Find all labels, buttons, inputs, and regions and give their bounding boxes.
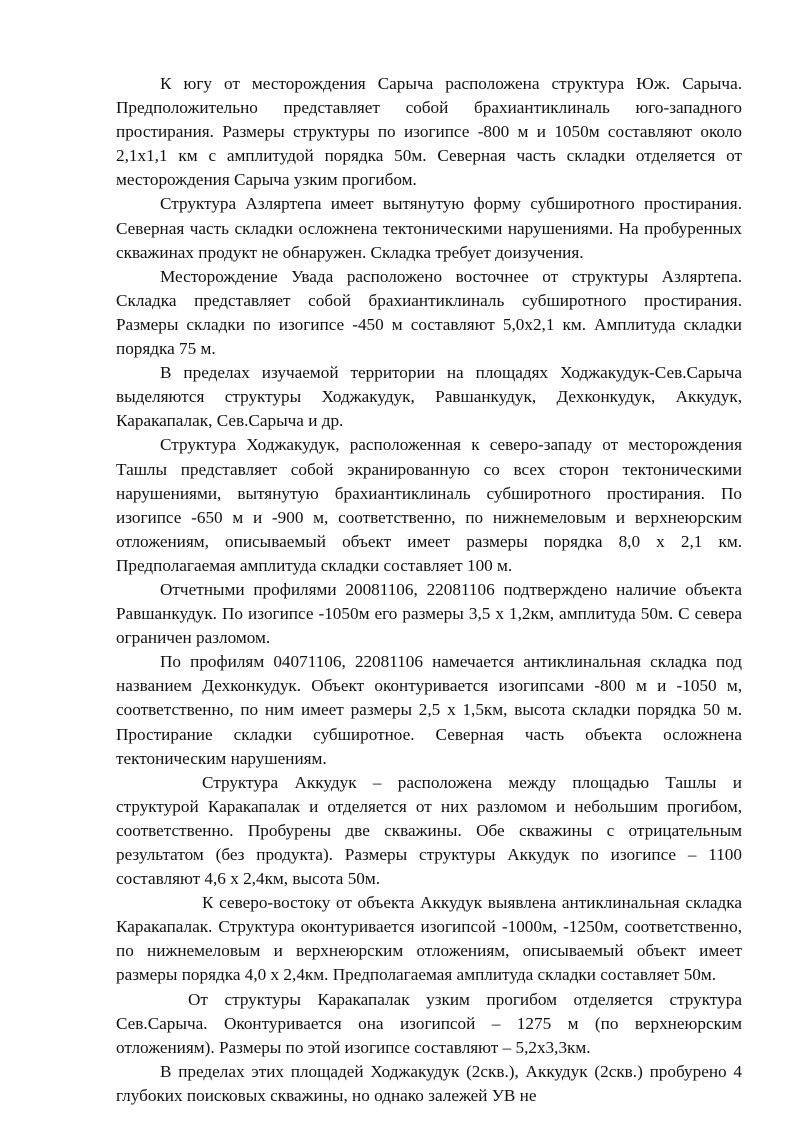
paragraph-ravshankuduk: Отчетными профилями 20081106, 22081106 подтверждено наличие объекта Равшанкудук. По изогипсе -1050м его размеры 3,5 х 1,2км, амплитуда 50м. С севера ограничен разломом. (116, 579, 742, 648)
paragraph-dekhkonkuduk: По профилям 04071106, 22081106 намечается антиклинальная складка под названием Дехконкудук. Объект оконтуривается изогипсами -800 м и -1050 м, соответственно, по ним имеет размеры 2,5 х 1,5км, высота складки порядка 50 м. Простирание складки субширотное. Северная часть объекта осложнена тектоническим нарушениям. (116, 652, 742, 768)
paragraph-azlyartepa: Структура Азляртепа имеет вытянутую форму субширотного простирания. Северная часть складки осложнена тектоническими нарушениями. На пробуренных скважинах продукт не обнаружен. Складка требует доизучения. (116, 194, 742, 262)
paragraph-south-sarycha: К югу от месторождения Сарыча расположена структура Юж. Сарыча. Предположительно представляет собой брахиантиклиналь юго-западного простирания. Размеры структуры по изогипсе -800 м и 1050м составляют около 2,1х1,1 км с амплитудой порядка 50м. Северная часть складки отделяется от месторождения Сарыча узким прогибом. (116, 74, 742, 190)
paragraph-khodzhakuduk: Структура Ходжакудук, расположенная к северо-западу от месторождения Ташлы представляет собой экранированную со всех сторон тектоническими нарушениями, вытянутую брахиантиклиналь субширотного простирания. По изогипсе -650 м и -900 м, соответственно, по нижнемеловым и верхнеюрским отложениям, описываемый объект имеет размеры порядка 8,0 х 2,1 км. Предполагаемая амплитуда складки составляет 100 м. (116, 435, 742, 575)
paragraph-akkuduk: Структура Аккудук – расположена между площадью Ташлы и структурой Каракапалак и отделяется от них разломом и небольшим прогибом, соответственно. Пробурены две скважины. Обе скважины с отрицательным результатом (без продукта). Размеры структуры Аккудук по изогипсе – 1100 составляют 4,6 х 2,4км, высота 50м. (116, 772, 742, 889)
paragraph-karakapalak: К северо-востоку от объекта Аккудук выявлена антиклинальная складка Каракапалак. Структура оконтуривается изогипсой -1000м, -1250м, соответственно, по нижнемеловым и верхнеюрским отложениям, описываемый объект имеет размеры порядка 4,0 х 2,4км. Предполагаемая амплитуда складки составляет 50м. (116, 893, 742, 985)
paragraph-north-sarycha: От структуры Каракапалак узким прогибом отделяется структура Сев.Сарыча. Оконтуривается она изогипсой – 1275 м (по верхнеюрским отложениям). Размеры по этой изогипсе составляют – 5,2х3,3км. (116, 989, 742, 1057)
paragraph-study-area: В пределах изучаемой территории на площадях Ходжакудук-Сев.Сарыча выделяются структуры Ходжакудук, Равшанкудук, Дехконкудук, Аккудук, Каракапалак, Сев.Сарыча и др. (116, 363, 742, 431)
paragraph-uvada: Месторождение Увада расположено восточнее от структуры Азляртепа. Складка представляет собой брахиантиклиналь субширотного простирания. Размеры складки по изогипсе -450 м составляют 5,0х2,1 км. Амплитуда складки порядка 75 м. (116, 266, 742, 359)
document-page (116, 72, 742, 1108)
paragraph-wells: В пределах этих площадей Ходжакудук (2скв.), Аккудук (2скв.) пробурено 4 глубоких поисковых скважины, но однако залежей УВ не (116, 1061, 742, 1105)
